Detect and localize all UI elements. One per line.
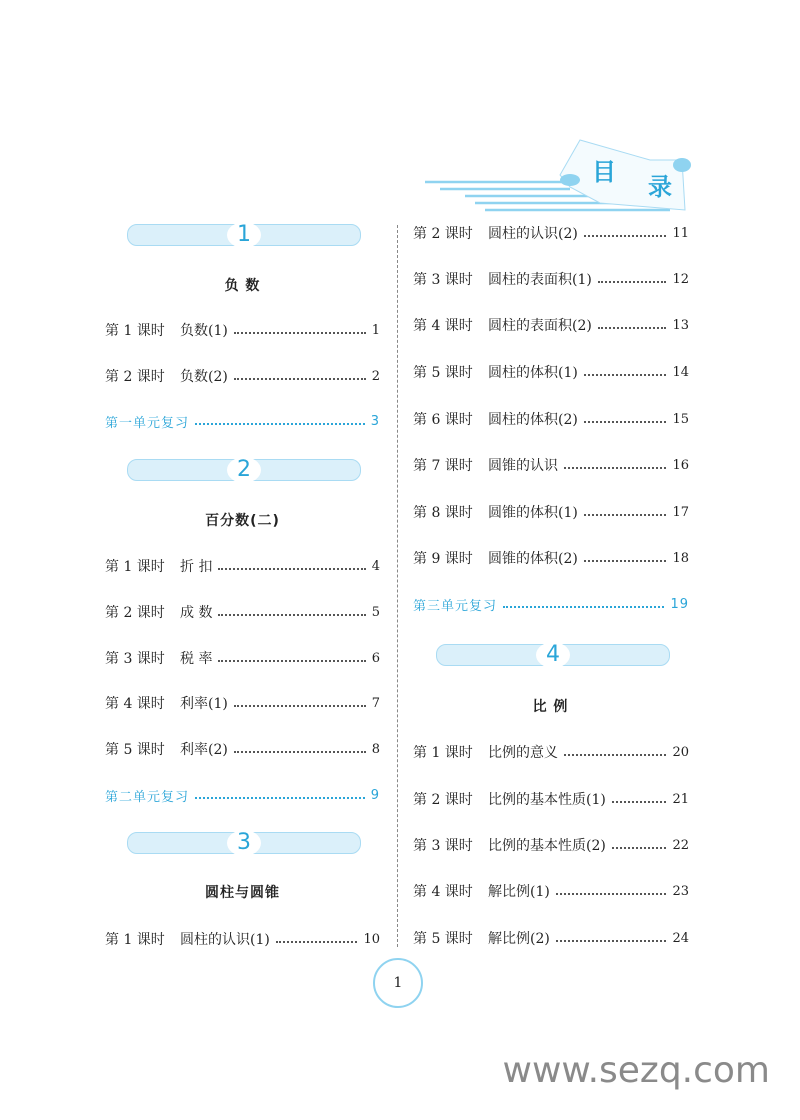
- toc-entry[interactable]: [413, 361, 689, 383]
- lesson-title: 利率(2): [180, 742, 228, 758]
- lesson-label: 第 1 课时: [105, 323, 165, 339]
- lesson-label: 第 6 课时: [413, 412, 473, 428]
- column-divider: [397, 225, 398, 947]
- page-ref: 6: [371, 650, 380, 666]
- toc-entry[interactable]: [413, 547, 689, 569]
- toc-entry[interactable]: [105, 738, 380, 760]
- lesson-label: 第 4 课时: [413, 318, 473, 334]
- page-ref: 2: [371, 368, 380, 384]
- page-ref: 18: [672, 550, 689, 566]
- lesson-title: 利率(1): [180, 696, 228, 712]
- lesson-label: 第 1 课时: [105, 932, 165, 948]
- page-ref: 10: [363, 931, 380, 947]
- toc-entry[interactable]: [413, 788, 689, 810]
- lesson-label: 第 2 课时: [105, 369, 165, 385]
- lesson-label: 第 2 课时: [105, 605, 165, 621]
- dot-leader: [584, 421, 667, 423]
- page-ref: 13: [672, 317, 689, 333]
- dot-leader: [556, 893, 667, 895]
- toc-entry[interactable]: [413, 222, 689, 244]
- dot-leader: [195, 797, 365, 799]
- unit-number: 4: [536, 642, 570, 668]
- lesson-title: 圆锥的体积(1): [488, 505, 578, 521]
- dot-leader: [234, 378, 366, 380]
- lesson-label: 第 5 课时: [105, 742, 165, 758]
- unit-banner-1: [127, 224, 361, 246]
- dot-leader: [234, 705, 366, 707]
- unit-title: 圆柱与圆锥: [205, 885, 280, 901]
- dot-leader: [564, 754, 666, 756]
- unit-title: 负 数: [224, 278, 261, 294]
- dot-leader: [584, 560, 667, 562]
- toc-entry[interactable]: [413, 408, 689, 430]
- page-ref: 20: [672, 744, 689, 760]
- lesson-label: 第 3 课时: [105, 651, 165, 667]
- page-ref: 5: [371, 604, 380, 620]
- review-title: 第二单元复习: [105, 789, 190, 805]
- lesson-title: 负数(1): [180, 323, 228, 339]
- lesson-title: 解比例(2): [488, 931, 550, 947]
- lesson-title: 圆柱的体积(1): [488, 365, 578, 381]
- toc-entry[interactable]: [413, 880, 689, 902]
- page-ref: 21: [672, 791, 689, 807]
- lesson-label: 第 4 课时: [413, 884, 473, 900]
- toc-entry[interactable]: [413, 314, 689, 336]
- lesson-title: 解比例(1): [488, 884, 550, 900]
- lesson-title: 比例的意义: [488, 745, 558, 761]
- lesson-label: 第 3 课时: [413, 838, 473, 854]
- lesson-title: 圆锥的体积(2): [488, 551, 578, 567]
- lesson-title: 圆锥的认识: [488, 458, 558, 474]
- unit-number: 2: [227, 457, 261, 483]
- toc-entry[interactable]: [105, 365, 380, 387]
- dot-leader: [584, 235, 667, 237]
- lesson-label: 第 5 课时: [413, 931, 473, 947]
- lesson-label: 第 1 课时: [105, 559, 165, 575]
- toc-entry[interactable]: [413, 741, 689, 763]
- review-title: 第三单元复习: [413, 598, 498, 614]
- page-ref: 17: [672, 504, 689, 520]
- unit-banner-3: [127, 832, 361, 854]
- lesson-title: 折 扣: [180, 559, 213, 575]
- toc-entry-review[interactable]: [413, 593, 689, 615]
- toc-entry[interactable]: [105, 319, 380, 341]
- toc-header-scroll-icon: [420, 135, 695, 220]
- page-ref: 14: [672, 364, 689, 380]
- unit-number: 1: [227, 222, 261, 248]
- page-ref: 1: [371, 322, 380, 338]
- review-title: 第一单元复习: [105, 415, 190, 431]
- dot-leader: [276, 941, 358, 943]
- toc-entry[interactable]: [413, 454, 689, 476]
- dot-leader: [564, 467, 666, 469]
- toc-title-char-2: 录: [648, 173, 672, 201]
- dot-leader: [584, 514, 667, 516]
- page-ref: 22: [672, 837, 689, 853]
- dot-leader: [612, 847, 667, 849]
- dot-leader: [503, 606, 664, 608]
- page-ref: 4: [371, 558, 380, 574]
- unit-banner-2: [127, 459, 361, 481]
- toc-entry-review[interactable]: [105, 410, 380, 432]
- dot-leader: [556, 940, 667, 942]
- page-ref: 19: [670, 596, 689, 612]
- lesson-label: 第 2 课时: [413, 226, 473, 242]
- toc-entry[interactable]: [413, 834, 689, 856]
- dot-leader: [598, 327, 667, 329]
- dot-leader: [195, 423, 365, 425]
- toc-entry[interactable]: [105, 647, 380, 669]
- toc-entry[interactable]: [105, 601, 380, 623]
- unit-banner-4: [436, 644, 670, 666]
- page-number: 1: [373, 958, 423, 1008]
- unit-number: 3: [227, 830, 261, 856]
- lesson-title: 比例的基本性质(2): [488, 838, 606, 854]
- lesson-title: 负数(2): [180, 369, 228, 385]
- toc-entry[interactable]: [413, 268, 689, 290]
- lesson-title: 成 数: [180, 605, 213, 621]
- lesson-label: 第 4 课时: [105, 696, 165, 712]
- lesson-label: 第 2 课时: [413, 792, 473, 808]
- lesson-title: 圆柱的认识(1): [180, 932, 270, 948]
- page-ref: 9: [370, 787, 380, 803]
- dot-leader: [218, 568, 365, 570]
- lesson-label: 第 3 课时: [413, 272, 473, 288]
- dot-leader: [234, 751, 366, 753]
- dot-leader: [598, 281, 667, 283]
- lesson-label: 第 9 课时: [413, 551, 473, 567]
- page-ref: 15: [672, 411, 689, 427]
- page-ref: 16: [672, 457, 689, 473]
- page-ref: 7: [371, 695, 380, 711]
- toc-entry[interactable]: [413, 501, 689, 523]
- toc-entry[interactable]: [105, 928, 380, 950]
- unit-title: 百分数(二): [205, 513, 280, 529]
- lesson-label: 第 8 课时: [413, 505, 473, 521]
- lesson-title: 圆柱的认识(2): [488, 226, 578, 242]
- toc-entry-review[interactable]: [105, 784, 380, 806]
- toc-entry[interactable]: [105, 555, 380, 577]
- page-ref: 12: [672, 271, 689, 287]
- lesson-label: 第 7 课时: [413, 458, 473, 474]
- lesson-title: 比例的基本性质(1): [488, 792, 606, 808]
- dot-leader: [218, 660, 365, 662]
- page-ref: 8: [371, 741, 380, 757]
- lesson-label: 第 1 课时: [413, 745, 473, 761]
- toc-entry[interactable]: [413, 927, 689, 949]
- dot-leader: [234, 332, 366, 334]
- lesson-title: 税 率: [180, 651, 213, 667]
- lesson-title: 圆柱的表面积(2): [488, 318, 592, 334]
- page-ref: 3: [370, 413, 380, 429]
- page-ref: 23: [672, 883, 689, 899]
- watermark: www.sezq.com: [502, 1050, 770, 1091]
- dot-leader: [584, 374, 667, 376]
- dot-leader: [218, 614, 365, 616]
- lesson-title: 圆柱的体积(2): [488, 412, 578, 428]
- page-ref: 11: [672, 225, 689, 241]
- toc-title-char-1: 目: [592, 158, 616, 186]
- dot-leader: [612, 801, 667, 803]
- page-ref: 24: [672, 930, 689, 946]
- lesson-title: 圆柱的表面积(1): [488, 272, 592, 288]
- toc-entry[interactable]: [105, 692, 380, 714]
- unit-title: 比 例: [532, 699, 569, 715]
- lesson-label: 第 5 课时: [413, 365, 473, 381]
